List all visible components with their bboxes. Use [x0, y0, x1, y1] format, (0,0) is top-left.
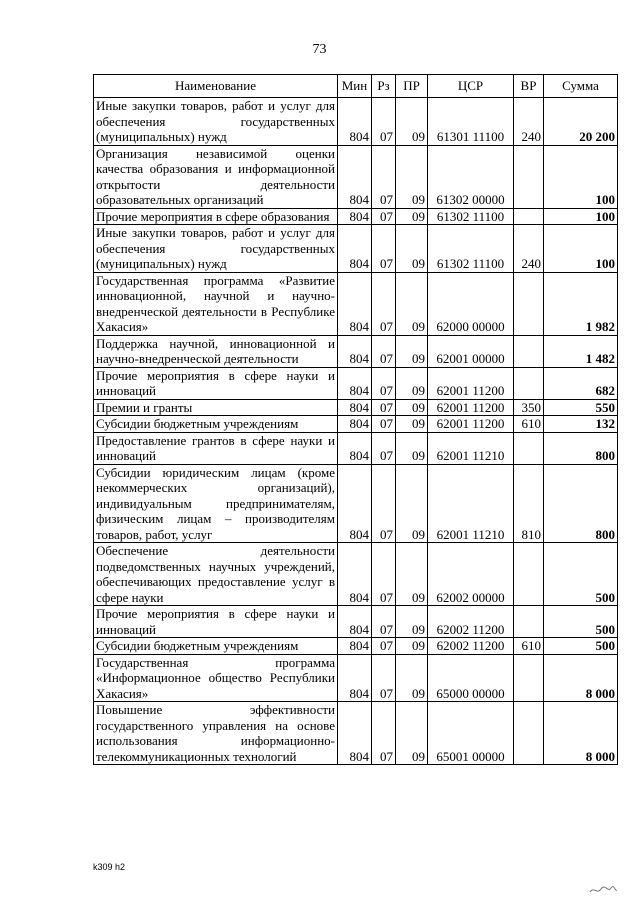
cell-sum: 682 [544, 367, 618, 399]
cell-rz: 07 [372, 416, 396, 433]
cell-csr: 62001 11210 [428, 432, 514, 464]
cell-min: 804 [338, 367, 372, 399]
cell-sum: 1 482 [544, 335, 618, 367]
header-pr: ПР [396, 75, 428, 98]
cell-name: Повышение эффективности государственного управления на основе использования информационно-телекоммуникационных технологий [94, 702, 338, 765]
cell-pr: 09 [396, 399, 428, 416]
cell-vr [514, 272, 544, 335]
table-row [94, 606, 618, 638]
table-row [94, 367, 618, 399]
cell-rz: 07 [372, 464, 396, 543]
cell-min: 804 [338, 464, 372, 543]
cell-sum: 800 [544, 464, 618, 543]
table-body [94, 98, 618, 765]
cell-pr: 09 [396, 367, 428, 399]
cell-csr: 62001 11200 [428, 416, 514, 433]
cell-min: 804 [338, 702, 372, 765]
cell-name: Субсидии бюджетным учреждениям [94, 638, 338, 655]
cell-csr: 62000 00000 [428, 272, 514, 335]
cell-vr [514, 543, 544, 606]
cell-min: 804 [338, 98, 372, 146]
table-row [94, 543, 618, 606]
cell-sum: 20 200 [544, 98, 618, 146]
table-row [94, 638, 618, 655]
cell-vr: 610 [514, 416, 544, 433]
cell-sum: 500 [544, 543, 618, 606]
header-rz: Рз [372, 75, 396, 98]
cell-csr: 61301 11100 [428, 98, 514, 146]
table-header-row [94, 75, 618, 98]
cell-name: Поддержка научной, инновационной и научно-внедренческой деятельности [94, 335, 338, 367]
cell-pr: 09 [396, 335, 428, 367]
cell-rz: 07 [372, 654, 396, 702]
cell-vr: 240 [514, 98, 544, 146]
cell-rz: 07 [372, 606, 396, 638]
cell-csr: 61302 11100 [428, 225, 514, 273]
cell-name: Иные закупки товаров, работ и услуг для обеспечения государственных (муниципальных) нужд [94, 98, 338, 146]
cell-sum: 8 000 [544, 702, 618, 765]
cell-rz: 07 [372, 432, 396, 464]
cell-pr: 09 [396, 606, 428, 638]
header-sum: Сумма [544, 75, 618, 98]
cell-pr: 09 [396, 145, 428, 208]
cell-min: 804 [338, 416, 372, 433]
cell-min: 804 [338, 638, 372, 655]
cell-rz: 07 [372, 98, 396, 146]
cell-name: Обеспечение деятельности подведомственных научных учреждений, обеспечивающих предоставление услуг в сфере науки [94, 543, 338, 606]
header-min: Мин [338, 75, 372, 98]
cell-pr: 09 [396, 225, 428, 273]
cell-name: Прочие мероприятия в сфере образования [94, 208, 338, 225]
cell-name: Премии и гранты [94, 399, 338, 416]
table-row [94, 464, 618, 543]
cell-vr [514, 432, 544, 464]
cell-sum: 100 [544, 145, 618, 208]
cell-name: Иные закупки товаров, работ и услуг для обеспечения государственных (муниципальных) нужд [94, 225, 338, 273]
cell-vr [514, 606, 544, 638]
cell-rz: 07 [372, 638, 396, 655]
cell-vr [514, 654, 544, 702]
cell-pr: 09 [396, 416, 428, 433]
cell-sum: 800 [544, 432, 618, 464]
page-number: 73 [312, 42, 327, 57]
cell-vr [514, 208, 544, 225]
cell-min: 804 [338, 543, 372, 606]
cell-min: 804 [338, 208, 372, 225]
cell-min: 804 [338, 399, 372, 416]
cell-csr: 65001 00000 [428, 702, 514, 765]
cell-pr: 09 [396, 208, 428, 225]
table-row [94, 416, 618, 433]
cell-sum: 100 [544, 208, 618, 225]
cell-csr: 62002 00000 [428, 543, 514, 606]
cell-min: 804 [338, 335, 372, 367]
cell-name: Субсидии бюджетным учреждениям [94, 416, 338, 433]
cell-csr: 62001 00000 [428, 335, 514, 367]
table-row [94, 208, 618, 225]
cell-pr: 09 [396, 702, 428, 765]
cell-vr: 240 [514, 225, 544, 273]
cell-vr [514, 702, 544, 765]
cell-pr: 09 [396, 272, 428, 335]
cell-rz: 07 [372, 399, 396, 416]
cell-csr: 62001 11200 [428, 367, 514, 399]
budget-table [93, 74, 618, 765]
cell-vr: 610 [514, 638, 544, 655]
table-row [94, 98, 618, 146]
table-row [94, 432, 618, 464]
cell-sum: 500 [544, 606, 618, 638]
cell-sum: 1 982 [544, 272, 618, 335]
cell-name: Государственная программа «Информационное общество Республики Хакасия» [94, 654, 338, 702]
table-row [94, 335, 618, 367]
header-name: Наименование [94, 75, 338, 98]
table-row [94, 225, 618, 273]
cell-sum: 8 000 [544, 654, 618, 702]
cell-csr: 61302 00000 [428, 145, 514, 208]
cell-min: 804 [338, 654, 372, 702]
cell-sum: 100 [544, 225, 618, 273]
cell-rz: 07 [372, 367, 396, 399]
document-code: k309 h2 [93, 862, 126, 872]
cell-vr [514, 145, 544, 208]
cell-csr: 62001 11210 [428, 464, 514, 543]
cell-min: 804 [338, 432, 372, 464]
cell-rz: 07 [372, 208, 396, 225]
cell-rz: 07 [372, 335, 396, 367]
table-row [94, 654, 618, 702]
cell-pr: 09 [396, 432, 428, 464]
cell-sum: 550 [544, 399, 618, 416]
cell-rz: 07 [372, 702, 396, 765]
table-row [94, 702, 618, 765]
cell-min: 804 [338, 145, 372, 208]
cell-name: Субсидии юридическим лицам (кроме некоммерческих организаций), индивидуальным предпринимателям, физическим лицам – производителям товаров, работ, услуг [94, 464, 338, 543]
cell-vr [514, 335, 544, 367]
cell-rz: 07 [372, 225, 396, 273]
cell-csr: 62002 11200 [428, 606, 514, 638]
table-row [94, 272, 618, 335]
table-row [94, 399, 618, 416]
cell-min: 804 [338, 272, 372, 335]
cell-name: Государственная программа «Развитие инновационной, научной и научно-внедренческой деятельности в Республике Хакасия» [94, 272, 338, 335]
cell-csr: 62001 11200 [428, 399, 514, 416]
cell-pr: 09 [396, 638, 428, 655]
cell-min: 804 [338, 225, 372, 273]
header-csr: ЦСР [428, 75, 514, 98]
cell-vr: 810 [514, 464, 544, 543]
table-row [94, 145, 618, 208]
cell-min: 804 [338, 606, 372, 638]
cell-pr: 09 [396, 464, 428, 543]
header-vr: ВР [514, 75, 544, 98]
cell-pr: 09 [396, 654, 428, 702]
cell-rz: 07 [372, 272, 396, 335]
cell-name: Предоставление грантов в сфере науки и инноваций [94, 432, 338, 464]
cell-sum: 500 [544, 638, 618, 655]
cell-pr: 09 [396, 543, 428, 606]
handwritten-mark [588, 884, 618, 896]
cell-name: Организация независимой оценки качества образования и информационной открытости деятельности образовательных организаций [94, 145, 338, 208]
cell-pr: 09 [396, 98, 428, 146]
cell-name: Прочие мероприятия в сфере науки и инноваций [94, 367, 338, 399]
cell-rz: 07 [372, 145, 396, 208]
cell-csr: 61302 11100 [428, 208, 514, 225]
cell-vr: 350 [514, 399, 544, 416]
cell-rz: 07 [372, 543, 396, 606]
cell-sum: 132 [544, 416, 618, 433]
cell-name: Прочие мероприятия в сфере науки и инноваций [94, 606, 338, 638]
cell-csr: 62002 11200 [428, 638, 514, 655]
cell-vr [514, 367, 544, 399]
cell-csr: 65000 00000 [428, 654, 514, 702]
